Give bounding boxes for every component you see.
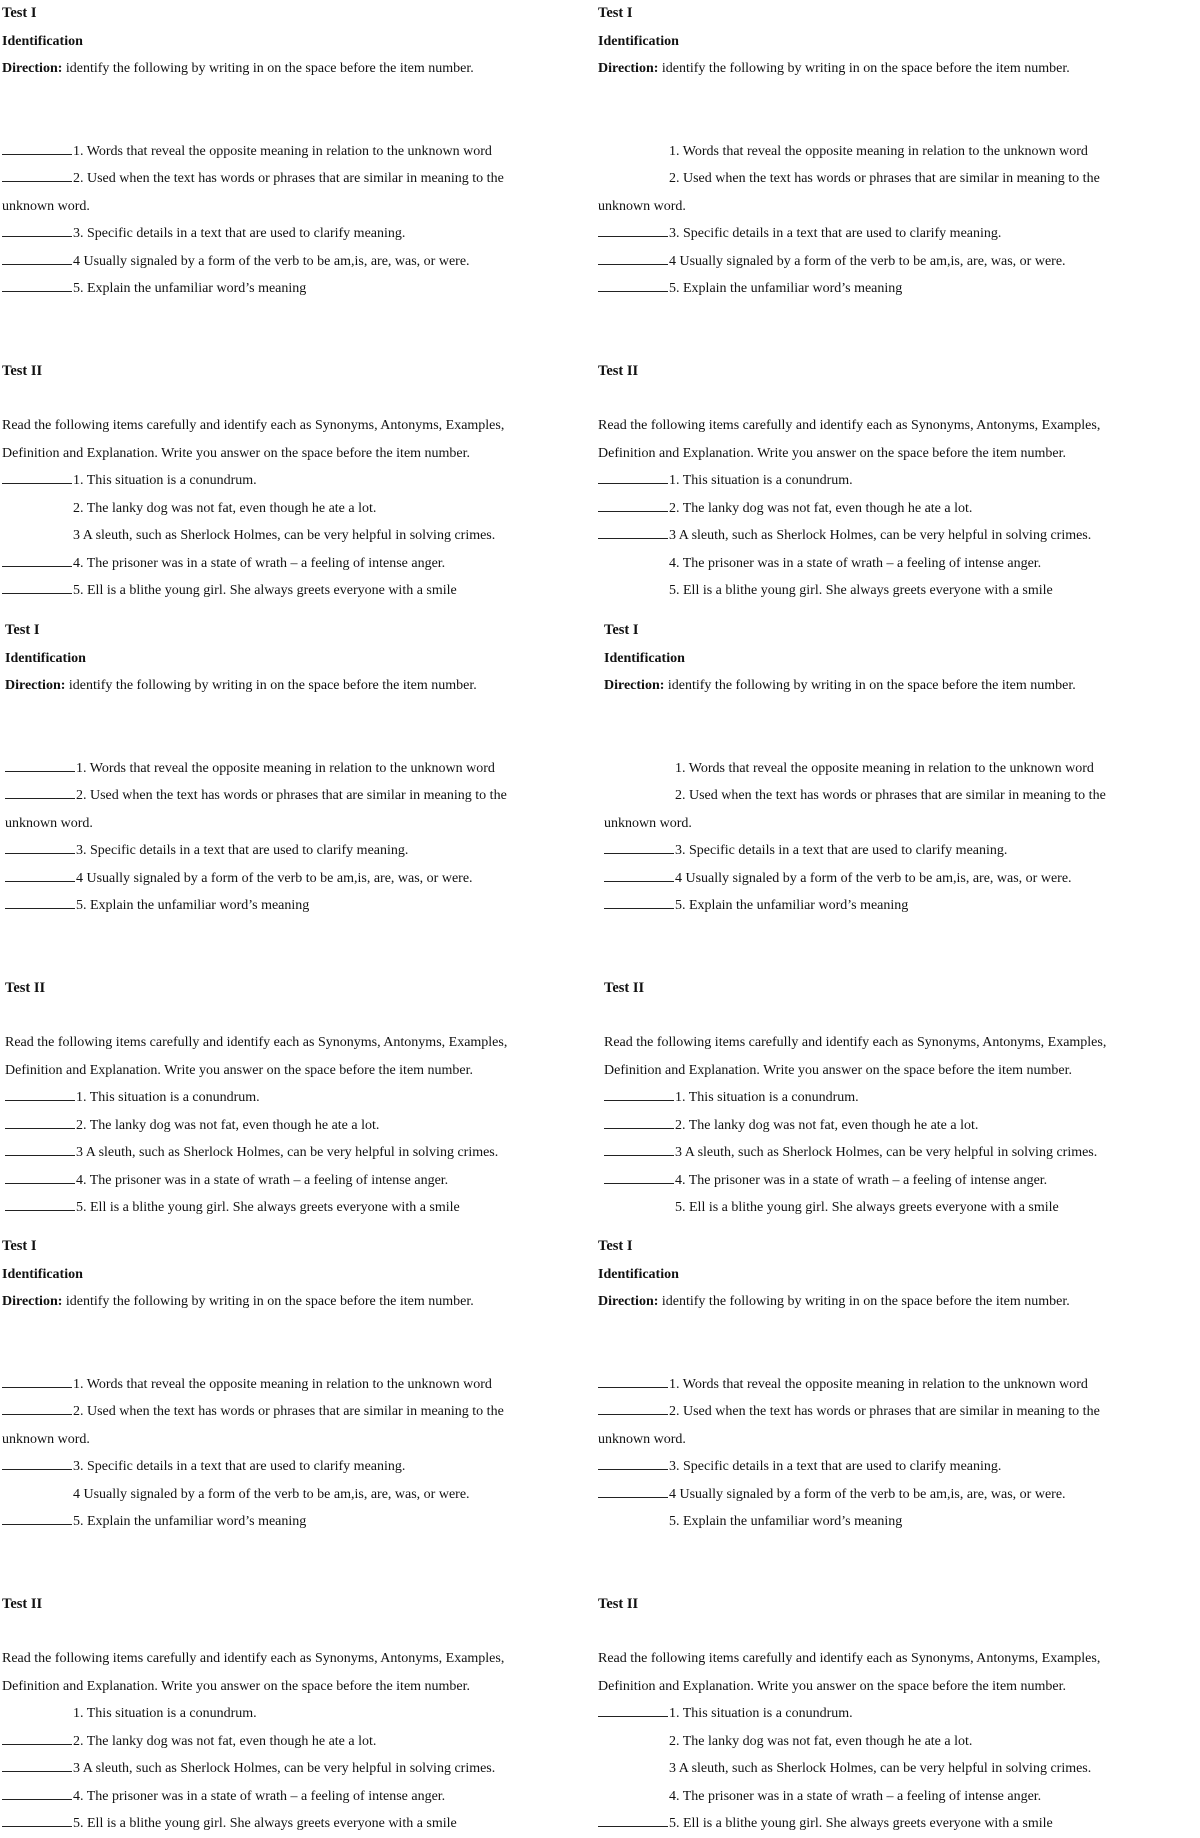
item-text: 3. Specific details in a text that are used to clarify meaning. — [675, 843, 1008, 858]
answer-blank[interactable] — [604, 1086, 674, 1101]
worksheet-copy — [2, 0, 598, 605]
item-text: 1. Words that reveal the opposite meaning in relation to the unknown word — [73, 143, 492, 159]
test2-item-3 — [604, 1139, 1200, 1167]
test1-item-4 — [598, 1481, 1194, 1509]
item-text: 2. Used when the text has words or phrases that are similar in meaning to the — [669, 171, 1100, 186]
answer-blank[interactable] — [5, 1086, 75, 1101]
test1-item-2-continuation: unknown word. — [2, 198, 90, 214]
answer-blank[interactable] — [2, 1812, 72, 1827]
test2-title: Test II — [2, 362, 43, 379]
item-text: 5. Ell is a blithe young girl. She always greets everyone with a smile — [669, 583, 1053, 598]
test2-title: Test II — [598, 1595, 639, 1612]
test2-item-4 — [2, 1783, 598, 1811]
answer-blank[interactable] — [2, 1373, 72, 1388]
item-text: 4. The prisoner was in a state of wrath – a feeling of intense anger. — [76, 1172, 449, 1188]
item-text: 5. Ell is a blithe young girl. She always greets everyone with a smile — [669, 1816, 1053, 1831]
test2-instruction-line1: Read the following items carefully and identify each as Synonyms, Antonyms, Examples, — [5, 1035, 508, 1050]
test2-instruction-line2: Definition and Explanation. Write you answer on the space before the item number. — [2, 445, 471, 461]
test1-item-1 — [2, 138, 598, 166]
item-text: 1. This situation is a conundrum. — [76, 1090, 260, 1105]
answer-blank[interactable] — [2, 1730, 72, 1745]
answer-blank[interactable] — [5, 894, 75, 909]
test1-item-1 — [598, 138, 1194, 166]
test1-item-2 — [2, 1398, 598, 1426]
answer-blank[interactable] — [598, 1812, 668, 1827]
item-text: 2. The lanky dog was not fat, even though he ate a lot. — [73, 1733, 377, 1749]
answer-blank[interactable] — [604, 784, 674, 799]
item-text: 3. Specific details in a text that are used to clarify meaning. — [73, 1459, 406, 1474]
direction-label: Direction: — [5, 678, 66, 693]
test1-item-4 — [598, 248, 1194, 276]
test1-title: Test I — [598, 1238, 633, 1254]
test1-title: Test I — [604, 622, 639, 638]
test1-item-1 — [5, 755, 601, 783]
item-text: 4 Usually signaled by a form of the verb to be am,is, are, was, or were. — [76, 870, 473, 886]
test2-item-3 — [598, 522, 1194, 550]
item-text: 5. Explain the unfamiliar word’s meaning — [675, 898, 909, 913]
test2-instruction-line1: Read the following items carefully and identify each as Synonyms, Antonyms, Examples, — [2, 1651, 505, 1666]
worksheet-copy — [598, 0, 1194, 605]
answer-blank[interactable] — [604, 1114, 674, 1129]
answer-blank[interactable] — [5, 867, 75, 882]
item-text: 1. This situation is a conundrum. — [675, 1090, 859, 1105]
item-text: 4. The prisoner was in a state of wrath – a feeling of intense anger. — [669, 555, 1042, 571]
test2-item-4 — [598, 550, 1194, 578]
item-text: 5. Ell is a blithe young girl. She always greets everyone with a smile — [76, 1200, 460, 1215]
answer-blank[interactable] — [598, 1702, 668, 1717]
test1-heading: Identification — [2, 33, 83, 49]
worksheet-copy — [2, 1233, 598, 1838]
item-text: 1. This situation is a conundrum. — [669, 473, 853, 488]
answer-blank[interactable] — [2, 579, 72, 594]
test2-item-4 — [5, 1167, 601, 1195]
item-text: 2. The lanky dog was not fat, even though he ate a lot. — [669, 500, 973, 516]
answer-blank[interactable] — [5, 784, 75, 799]
test1-item-2 — [5, 782, 601, 810]
test1-item-1 — [604, 755, 1200, 783]
test2-title: Test II — [598, 362, 639, 379]
item-text: 1. Words that reveal the opposite meaning in relation to the unknown word — [73, 1376, 492, 1392]
test2-item-5 — [2, 577, 598, 605]
item-text: 5. Ell is a blithe young girl. She always greets everyone with a smile — [675, 1200, 1059, 1215]
answer-blank[interactable] — [2, 250, 72, 265]
test1-item-4 — [2, 248, 598, 276]
direction-text: identify the following by writing in on the space before the item number. — [65, 61, 474, 76]
item-text: 5. Explain the unfamiliar word’s meaning — [76, 898, 310, 913]
item-text: 5. Ell is a blithe young girl. She always greets everyone with a smile — [73, 583, 457, 598]
test1-item-2-continuation: unknown word. — [598, 1431, 686, 1447]
test1-item-1 — [598, 1371, 1194, 1399]
answer-blank[interactable] — [2, 469, 72, 484]
answer-blank[interactable] — [2, 1455, 72, 1470]
direction-text: identify the following by writing in on the space before the item number. — [661, 1294, 1070, 1309]
test2-item-5 — [598, 1810, 1194, 1838]
test2-instruction-line2: Definition and Explanation. Write you answer on the space before the item number. — [2, 1678, 471, 1694]
test2-item-1 — [598, 467, 1194, 495]
answer-blank[interactable] — [5, 839, 75, 854]
direction-text: identify the following by writing in on the space before the item number. — [667, 678, 1076, 693]
answer-blank[interactable] — [604, 1196, 674, 1211]
answer-blank[interactable] — [604, 839, 674, 854]
test1-item-4 — [5, 865, 601, 893]
answer-blank[interactable] — [2, 277, 72, 292]
direction-label: Direction: — [604, 678, 665, 693]
answer-blank[interactable] — [598, 469, 668, 484]
item-text: 3. Specific details in a text that are used to clarify meaning. — [76, 843, 409, 858]
test1-direction — [604, 672, 1200, 700]
item-text: 5. Explain the unfamiliar word’s meaning — [669, 281, 903, 296]
test1-item-5 — [2, 275, 598, 303]
answer-blank[interactable] — [598, 1455, 668, 1470]
item-text: 1. Words that reveal the opposite meaning in relation to the unknown word — [669, 143, 1088, 159]
answer-blank[interactable] — [2, 1483, 72, 1498]
test1-heading: Identification — [598, 33, 679, 49]
test2-item-2 — [5, 1112, 601, 1140]
test2-item-2 — [598, 1728, 1194, 1756]
answer-blank[interactable] — [604, 1169, 674, 1184]
answer-blank[interactable] — [2, 1702, 72, 1717]
test2-instruction-line1: Read the following items carefully and identify each as Synonyms, Antonyms, Examples, — [598, 418, 1101, 433]
test2-instruction-line2: Definition and Explanation. Write you answer on the space before the item number. — [598, 445, 1067, 461]
test2-item-1 — [2, 1700, 598, 1728]
test2-instruction-line2: Definition and Explanation. Write you answer on the space before the item number. — [5, 1062, 474, 1078]
item-text: 1. This situation is a conundrum. — [73, 473, 257, 488]
test1-item-5 — [5, 892, 601, 920]
item-text: 5. Explain the unfamiliar word’s meaning — [73, 281, 307, 296]
test1-item-4 — [604, 865, 1200, 893]
item-text: 3. Specific details in a text that are used to clarify meaning. — [669, 1459, 1002, 1474]
answer-blank[interactable] — [2, 1757, 72, 1772]
item-text: 5. Ell is a blithe young girl. She always greets everyone with a smile — [73, 1816, 457, 1831]
test1-item-5 — [598, 1508, 1194, 1536]
test1-heading: Identification — [5, 650, 86, 666]
test1-direction — [2, 1288, 598, 1316]
answer-blank[interactable] — [2, 552, 72, 567]
direction-text: identify the following by writing in on the space before the item number. — [68, 678, 477, 693]
item-text: 4 Usually signaled by a form of the verb to be am,is, are, was, or were. — [73, 1486, 470, 1502]
answer-blank[interactable] — [2, 1400, 72, 1415]
test2-item-4 — [604, 1167, 1200, 1195]
answer-blank[interactable] — [5, 757, 75, 772]
answer-blank[interactable] — [5, 1169, 75, 1184]
item-text: 1. Words that reveal the opposite meaning in relation to the unknown word — [669, 1376, 1088, 1392]
test2-item-3 — [5, 1139, 601, 1167]
test2-instruction-line2: Definition and Explanation. Write you answer on the space before the item number. — [604, 1062, 1073, 1078]
item-text: 5. Explain the unfamiliar word’s meaning — [669, 1514, 903, 1529]
item-text: 2. Used when the text has words or phrases that are similar in meaning to the — [73, 171, 504, 186]
answer-blank[interactable] — [2, 167, 72, 182]
test2-item-2 — [2, 495, 598, 523]
answer-blank[interactable] — [598, 552, 668, 567]
worksheet-copy — [5, 617, 601, 1222]
test1-title: Test I — [2, 5, 37, 21]
test1-item-5 — [604, 892, 1200, 920]
test1-item-2 — [2, 165, 598, 193]
test2-item-2 — [604, 1112, 1200, 1140]
item-text: 3 A sleuth, such as Sherlock Holmes, can be very helpful in solving crimes. — [669, 528, 1092, 543]
test1-item-3 — [2, 220, 598, 248]
direction-label: Direction: — [598, 1294, 659, 1309]
test1-title: Test I — [598, 5, 633, 21]
test2-instruction-line1: Read the following items carefully and identify each as Synonyms, Antonyms, Examples, — [598, 1651, 1101, 1666]
test1-item-2-continuation: unknown word. — [2, 1431, 90, 1447]
test2-item-3 — [2, 522, 598, 550]
item-text: 4. The prisoner was in a state of wrath – a feeling of intense anger. — [73, 1788, 446, 1804]
test1-heading: Identification — [604, 650, 685, 666]
test1-item-3 — [5, 837, 601, 865]
test2-item-5 — [2, 1810, 598, 1838]
answer-blank[interactable] — [598, 222, 668, 237]
item-text: 3 A sleuth, such as Sherlock Holmes, can be very helpful in solving crimes. — [675, 1145, 1098, 1160]
test1-item-2 — [598, 165, 1194, 193]
answer-blank[interactable] — [598, 250, 668, 265]
test2-item-4 — [2, 550, 598, 578]
answer-blank[interactable] — [598, 1400, 668, 1415]
item-text: 4. The prisoner was in a state of wrath – a feeling of intense anger. — [675, 1172, 1048, 1188]
direction-label: Direction: — [2, 1294, 63, 1309]
test2-instruction-line1: Read the following items carefully and identify each as Synonyms, Antonyms, Examples, — [604, 1035, 1107, 1050]
item-text: 2. The lanky dog was not fat, even though he ate a lot. — [76, 1117, 380, 1133]
test1-item-2 — [604, 782, 1200, 810]
answer-blank[interactable] — [598, 1483, 668, 1498]
test2-item-1 — [604, 1084, 1200, 1112]
item-text: 1. This situation is a conundrum. — [669, 1706, 853, 1721]
item-text: 4. The prisoner was in a state of wrath – a feeling of intense anger. — [669, 1788, 1042, 1804]
answer-blank[interactable] — [5, 1114, 75, 1129]
answer-blank[interactable] — [598, 1373, 668, 1388]
item-text: 5. Explain the unfamiliar word’s meaning — [73, 1514, 307, 1529]
direction-text: identify the following by writing in on the space before the item number. — [65, 1294, 474, 1309]
item-text: 4. The prisoner was in a state of wrath – a feeling of intense anger. — [73, 555, 446, 571]
test2-item-1 — [598, 1700, 1194, 1728]
test1-item-3 — [598, 220, 1194, 248]
test2-item-2 — [2, 1728, 598, 1756]
test2-title: Test II — [604, 979, 645, 996]
item-text: 1. This situation is a conundrum. — [73, 1706, 257, 1721]
answer-blank[interactable] — [598, 1757, 668, 1772]
item-text: 2. Used when the text has words or phrases that are similar in meaning to the — [73, 1404, 504, 1419]
answer-blank[interactable] — [598, 167, 668, 182]
test1-item-4 — [2, 1481, 598, 1509]
item-text: 2. The lanky dog was not fat, even though he ate a lot. — [669, 1733, 973, 1749]
item-text: 3 A sleuth, such as Sherlock Holmes, can be very helpful in solving crimes. — [76, 1145, 499, 1160]
item-text: 2. The lanky dog was not fat, even though he ate a lot. — [675, 1117, 979, 1133]
item-text: 2. Used when the text has words or phrases that are similar in meaning to the — [76, 788, 507, 803]
item-text: 4 Usually signaled by a form of the verb to be am,is, are, was, or were. — [73, 253, 470, 269]
item-text: 4 Usually signaled by a form of the verb to be am,is, are, was, or were. — [669, 1486, 1066, 1502]
item-text: 2. Used when the text has words or phrases that are similar in meaning to the — [675, 788, 1106, 803]
answer-blank[interactable] — [5, 1196, 75, 1211]
answer-blank[interactable] — [2, 140, 72, 155]
test1-item-2-continuation: unknown word. — [604, 815, 692, 831]
test1-heading: Identification — [2, 1266, 83, 1282]
direction-label: Direction: — [2, 61, 63, 76]
test1-item-5 — [598, 275, 1194, 303]
direction-label: Direction: — [598, 61, 659, 76]
item-text: 3 A sleuth, such as Sherlock Holmes, can be very helpful in solving crimes. — [73, 1761, 496, 1776]
item-text: 3 A sleuth, such as Sherlock Holmes, can be very helpful in solving crimes. — [669, 1761, 1092, 1776]
test1-item-2-continuation: unknown word. — [5, 815, 93, 831]
test2-item-5 — [598, 577, 1194, 605]
test1-item-2-continuation: unknown word. — [598, 198, 686, 214]
answer-blank[interactable] — [598, 579, 668, 594]
test1-direction — [598, 55, 1194, 83]
test1-item-3 — [2, 1453, 598, 1481]
test1-item-5 — [2, 1508, 598, 1536]
answer-blank[interactable] — [604, 1141, 674, 1156]
test2-item-1 — [5, 1084, 601, 1112]
test1-title: Test I — [5, 622, 40, 638]
test2-title: Test II — [2, 1595, 43, 1612]
answer-blank[interactable] — [604, 757, 674, 772]
item-text: 1. Words that reveal the opposite meaning in relation to the unknown word — [76, 760, 495, 776]
answer-blank[interactable] — [2, 497, 72, 512]
answer-blank[interactable] — [604, 894, 674, 909]
test1-direction — [2, 55, 598, 83]
item-text: 4 Usually signaled by a form of the verb to be am,is, are, was, or were. — [669, 253, 1066, 269]
answer-blank[interactable] — [598, 140, 668, 155]
item-text: 4 Usually signaled by a form of the verb to be am,is, are, was, or were. — [675, 870, 1072, 886]
test2-instruction-line1: Read the following items carefully and identify each as Synonyms, Antonyms, Examples, — [2, 418, 505, 433]
test2-item-5 — [604, 1194, 1200, 1222]
answer-blank[interactable] — [598, 1510, 668, 1525]
worksheet-copy — [604, 617, 1200, 1222]
test2-item-4 — [598, 1783, 1194, 1811]
answer-blank[interactable] — [2, 222, 72, 237]
item-text: 1. Words that reveal the opposite meaning in relation to the unknown word — [675, 760, 1094, 776]
test1-item-2 — [598, 1398, 1194, 1426]
test1-item-3 — [598, 1453, 1194, 1481]
test2-title: Test II — [5, 979, 46, 996]
worksheet-copy — [598, 1233, 1194, 1838]
direction-text: identify the following by writing in on the space before the item number. — [661, 61, 1070, 76]
test1-item-3 — [604, 837, 1200, 865]
item-text: 3 A sleuth, such as Sherlock Holmes, can be very helpful in solving crimes. — [73, 528, 496, 543]
test1-direction — [5, 672, 601, 700]
answer-blank[interactable] — [598, 1730, 668, 1745]
item-text: 2. Used when the text has words or phrases that are similar in meaning to the — [669, 1404, 1100, 1419]
answer-blank[interactable] — [598, 497, 668, 512]
test2-item-5 — [5, 1194, 601, 1222]
test1-heading: Identification — [598, 1266, 679, 1282]
item-text: 3. Specific details in a text that are used to clarify meaning. — [73, 226, 406, 241]
test1-title: Test I — [2, 1238, 37, 1254]
item-text: 2. The lanky dog was not fat, even though he ate a lot. — [73, 500, 377, 516]
answer-blank[interactable] — [598, 1785, 668, 1800]
test1-item-1 — [2, 1371, 598, 1399]
test2-item-3 — [598, 1755, 1194, 1783]
test1-direction — [598, 1288, 1194, 1316]
test2-item-2 — [598, 495, 1194, 523]
test2-item-1 — [2, 467, 598, 495]
answer-blank[interactable] — [598, 277, 668, 292]
answer-blank[interactable] — [604, 867, 674, 882]
item-text: 3. Specific details in a text that are used to clarify meaning. — [669, 226, 1002, 241]
answer-blank[interactable] — [2, 1785, 72, 1800]
answer-blank[interactable] — [598, 524, 668, 539]
answer-blank[interactable] — [5, 1141, 75, 1156]
answer-blank[interactable] — [2, 1510, 72, 1525]
test2-instruction-line2: Definition and Explanation. Write you answer on the space before the item number. — [598, 1678, 1067, 1694]
test2-item-3 — [2, 1755, 598, 1783]
answer-blank[interactable] — [2, 524, 72, 539]
